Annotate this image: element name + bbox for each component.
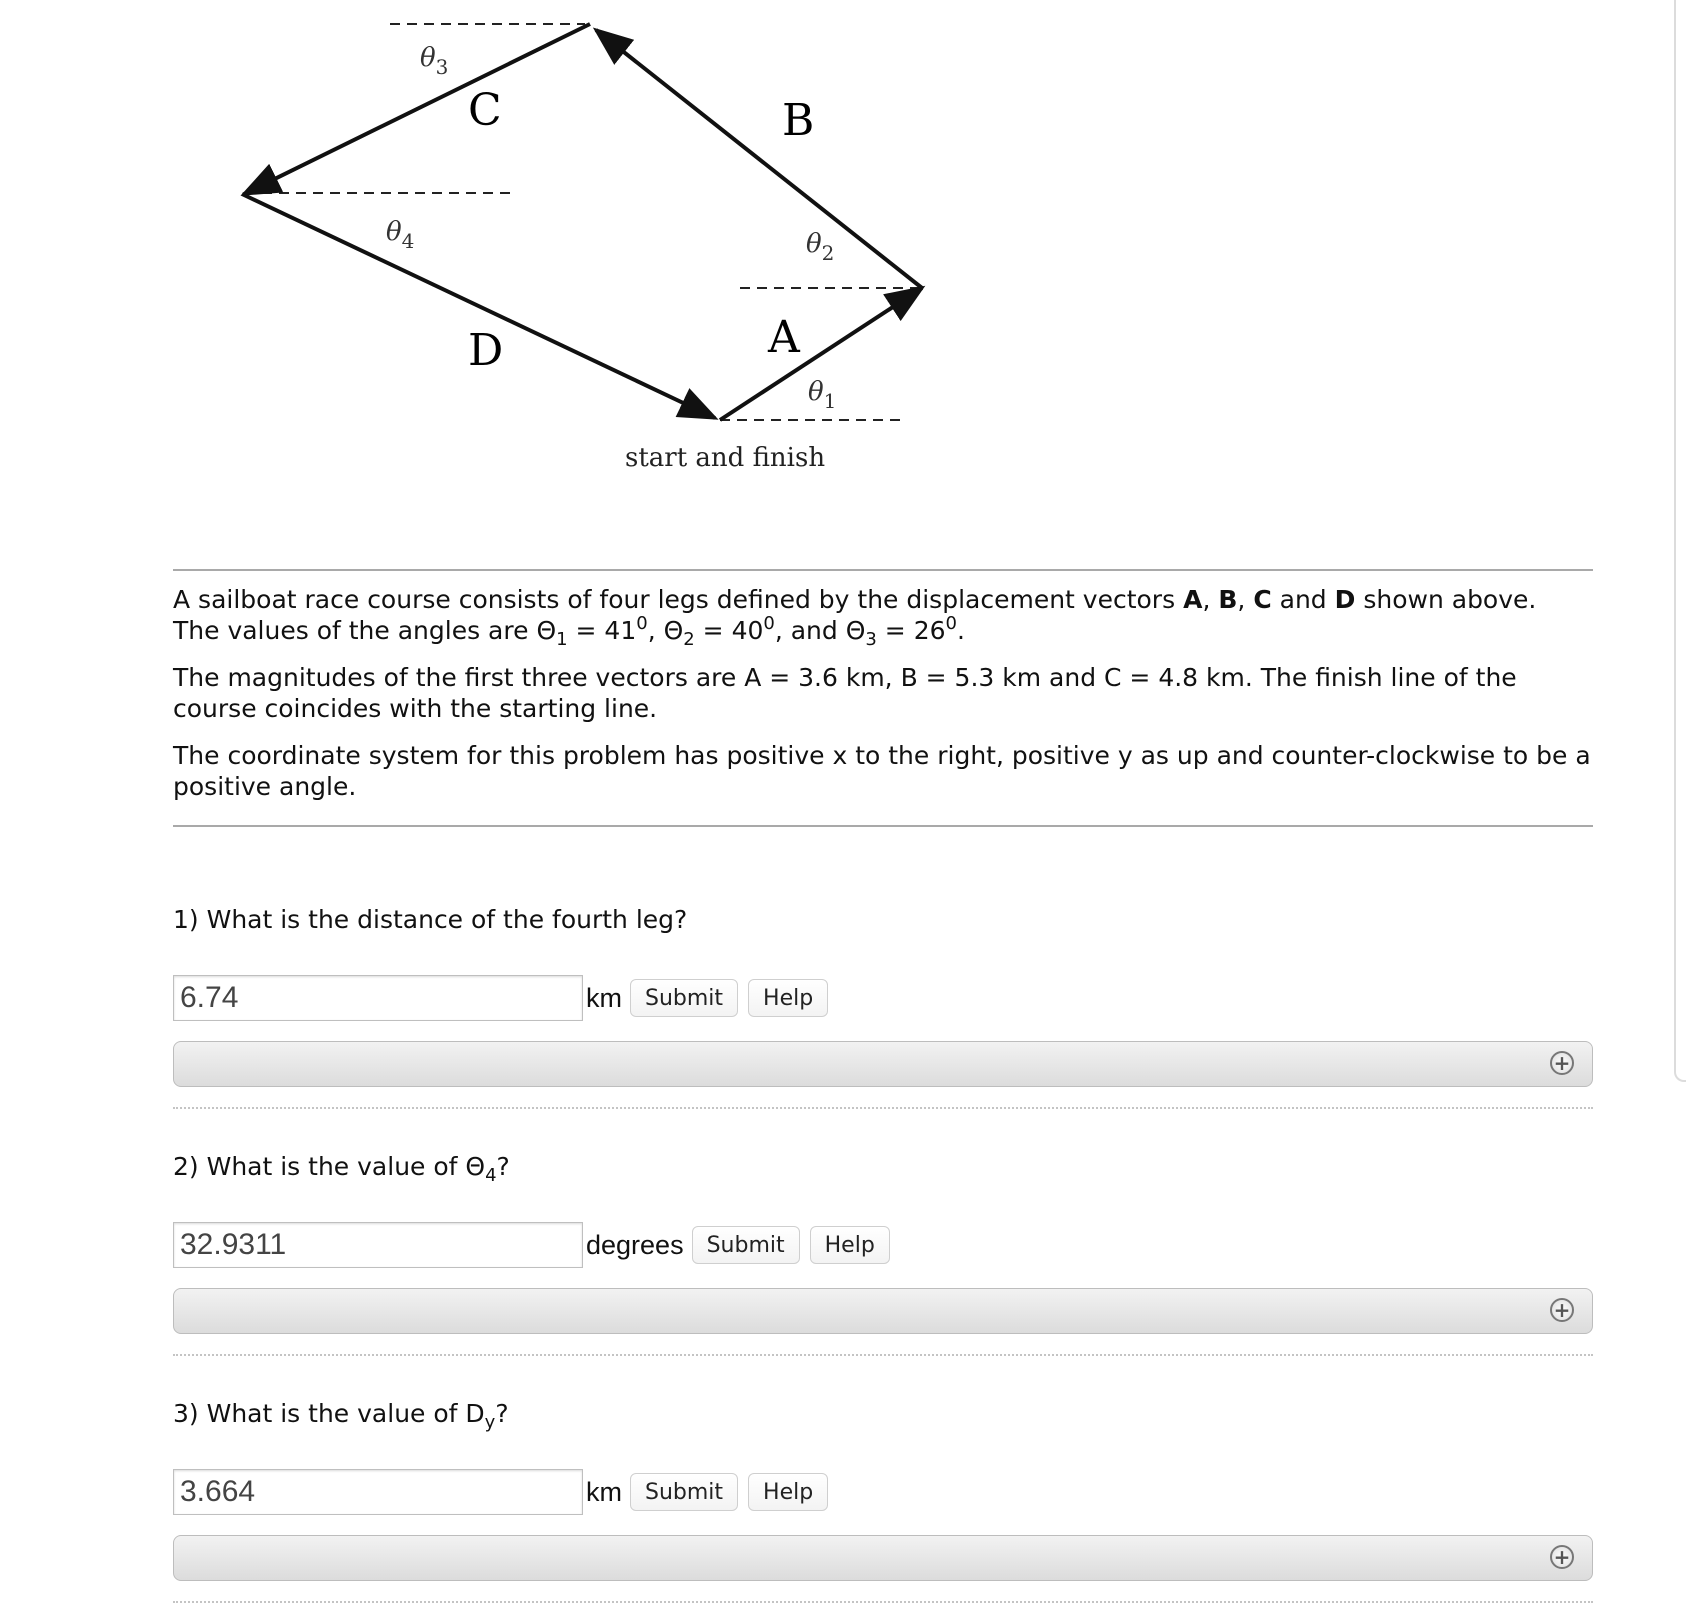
label-vector-d: D xyxy=(468,325,504,376)
vector-b xyxy=(596,30,922,288)
answer-row-3 xyxy=(173,1468,838,1516)
expand-icon[interactable]: + xyxy=(1550,1298,1574,1322)
feedback-bar-2[interactable] xyxy=(173,1288,1593,1334)
submit-button-1[interactable]: Submit xyxy=(630,979,738,1017)
question-3: 3) What is the value of $D_y$? xyxy=(173,1399,509,1433)
scrollbar-edge[interactable] xyxy=(1674,0,1686,1082)
problem-statement xyxy=(173,584,1593,802)
divider-bottom xyxy=(173,825,1593,827)
label-theta-4: $\theta_4$ xyxy=(386,217,415,253)
intro-magnitudes: The magnitudes of the first three vectors are A = 3.6 km, B = 5.3 km and C = 4.8 km. The finish line of the course coincides with the starting line. xyxy=(173,663,1517,723)
label-theta-3: $\theta_3$ xyxy=(420,43,449,79)
answer-input-3[interactable] xyxy=(173,1469,583,1515)
vector-diagram xyxy=(0,0,1686,520)
vector-c xyxy=(244,24,590,194)
answer-input-2[interactable] xyxy=(173,1222,583,1268)
feedback-bar-1[interactable] xyxy=(173,1041,1593,1087)
caption-start-finish: start and finish xyxy=(625,443,826,473)
expand-icon[interactable]: + xyxy=(1550,1051,1574,1075)
label-theta-2: $\theta_2$ xyxy=(806,229,835,265)
intro-line-1: A sailboat race course consists of four legs defined by the displacement vectors A, B, C and D shown above. xyxy=(173,585,1537,614)
help-button-3[interactable]: Help xyxy=(748,1473,828,1511)
unit-label-3: km xyxy=(586,1476,622,1507)
question-2: 2) What is the value of $\Theta_4$? xyxy=(173,1152,510,1186)
expand-icon[interactable]: + xyxy=(1550,1545,1574,1569)
label-vector-c: C xyxy=(468,85,502,136)
label-vector-a: A xyxy=(768,312,800,363)
question-separator-1 xyxy=(173,1107,1593,1109)
submit-button-2[interactable]: Submit xyxy=(692,1226,800,1264)
answer-input-1[interactable] xyxy=(173,975,583,1021)
question-separator-2 xyxy=(173,1354,1593,1356)
question-1: 1) What is the distance of the fourth leg? xyxy=(173,905,688,934)
answer-row-1 xyxy=(173,974,838,1022)
answer-row-2 xyxy=(173,1221,900,1269)
divider-top xyxy=(173,569,1593,571)
help-button-2[interactable]: Help xyxy=(810,1226,890,1264)
label-vector-b: B xyxy=(782,95,815,146)
feedback-bar-3[interactable] xyxy=(173,1535,1593,1581)
submit-button-3[interactable]: Submit xyxy=(630,1473,738,1511)
help-button-1[interactable]: Help xyxy=(748,979,828,1017)
unit-label-2: degrees xyxy=(586,1229,684,1260)
unit-label-1: km xyxy=(586,982,622,1013)
vector-d xyxy=(242,194,715,418)
intro-angles: The values of the angles are $\Theta_1 = 41^0$, $\Theta_2 = 40^0$, and $\Theta_3 = 26^0$. xyxy=(173,613,965,650)
intro-coordinates: The coordinate system for this problem has positive x to the right, positive y as up and counter-clockwise to be a positive angle. xyxy=(173,741,1591,801)
label-theta-1: $\theta_1$ xyxy=(808,377,837,413)
question-separator-3 xyxy=(173,1601,1593,1603)
